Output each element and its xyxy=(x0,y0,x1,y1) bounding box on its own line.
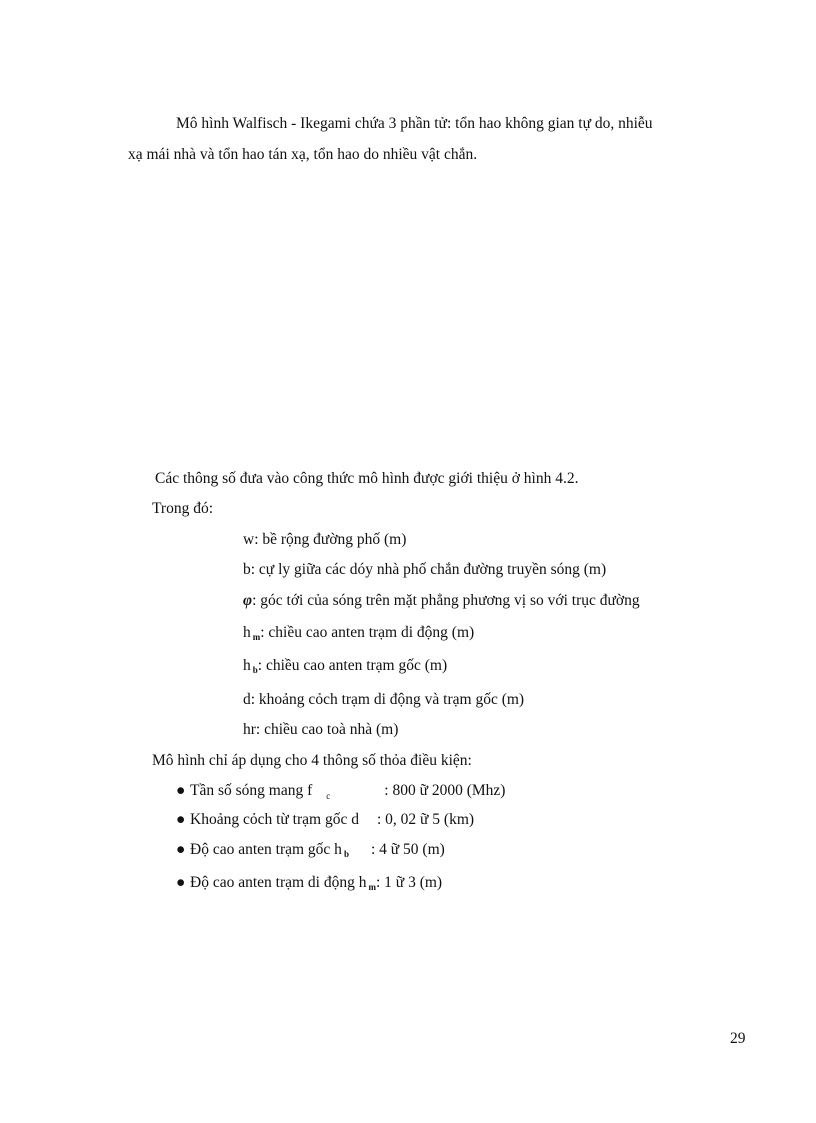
condition-mobile-height-value: : 1 ữ 3 (m) xyxy=(375,874,443,891)
condition-base-height-value: : 4 ữ 50 (m) xyxy=(370,841,445,858)
param-d: d: khoảng cỏch trạm di động và trạm gốc (m) xyxy=(243,691,525,708)
conditions-intro: Mô hình chỉ áp dụng cho 4 thông số thỏa điều kiện: xyxy=(152,752,472,769)
param-phi-text: : góc tới của sóng trên mặt phẳng phương vị so với trục đường xyxy=(252,592,640,609)
param-hb xyxy=(243,656,447,680)
condition-mobile-height-sub: m xyxy=(368,882,376,892)
params-intro: Các thông số đưa vào công thức mô hình được giới thiệu ở hình 4.2. xyxy=(155,470,579,487)
condition-frequency-sub: c xyxy=(326,791,331,801)
bullet-icon: ● xyxy=(176,811,186,828)
condition-base-height-label: Độ cao anten trạm gốc h xyxy=(190,841,342,858)
condition-mobile-height-label: Độ cao anten trạm di động h xyxy=(190,874,367,891)
condition-base-height-sub: b xyxy=(343,849,349,859)
intro-line-2: xạ mái nhà và tổn hao tán xạ, tổn hao do nhiều vật chắn. xyxy=(128,146,478,163)
condition-mobile-height xyxy=(176,873,442,897)
bullet-icon: ● xyxy=(176,841,186,858)
param-phi xyxy=(243,591,640,611)
condition-frequency xyxy=(176,781,505,806)
param-hm xyxy=(243,623,474,647)
param-hm-sub: m xyxy=(252,632,261,642)
param-hb-sub: b xyxy=(252,665,258,675)
condition-distance xyxy=(176,810,474,830)
param-hb-h: h xyxy=(243,657,251,674)
param-hm-text: : chiều cao anten trạm di động (m) xyxy=(260,624,475,641)
param-b: b: cự ly giữa các dóy nhà phố chắn đường truyền sóng (m) xyxy=(243,561,607,578)
bullet-icon: ● xyxy=(176,874,186,891)
condition-distance-label: Khoảng cỏch từ trạm gốc d xyxy=(190,811,359,828)
param-hm-h: h xyxy=(243,624,251,641)
bullet-icon: ● xyxy=(176,782,186,799)
page-number: 29 xyxy=(730,1030,746,1047)
param-hb-text: : chiều cao anten trạm gốc (m) xyxy=(257,657,448,674)
param-hr: hr: chiều cao toà nhà (m) xyxy=(243,721,399,738)
param-w: w: bề rộng đường phố (m) xyxy=(243,531,407,548)
params-where: Trong đó: xyxy=(152,500,214,517)
condition-distance-value: : 0, 02 ữ 5 (km) xyxy=(376,811,475,828)
intro-line-1: Mô hình Walfisch - Ikegami chứa 3 phần tử: tổn hao không gian tự do, nhiễu xyxy=(176,115,653,132)
condition-base-height xyxy=(176,840,445,864)
condition-frequency-label: Tần số sóng mang f xyxy=(190,782,313,799)
phi-symbol: φ xyxy=(243,592,253,609)
condition-frequency-value: : 800 ữ 2000 (Mhz) xyxy=(384,782,506,799)
